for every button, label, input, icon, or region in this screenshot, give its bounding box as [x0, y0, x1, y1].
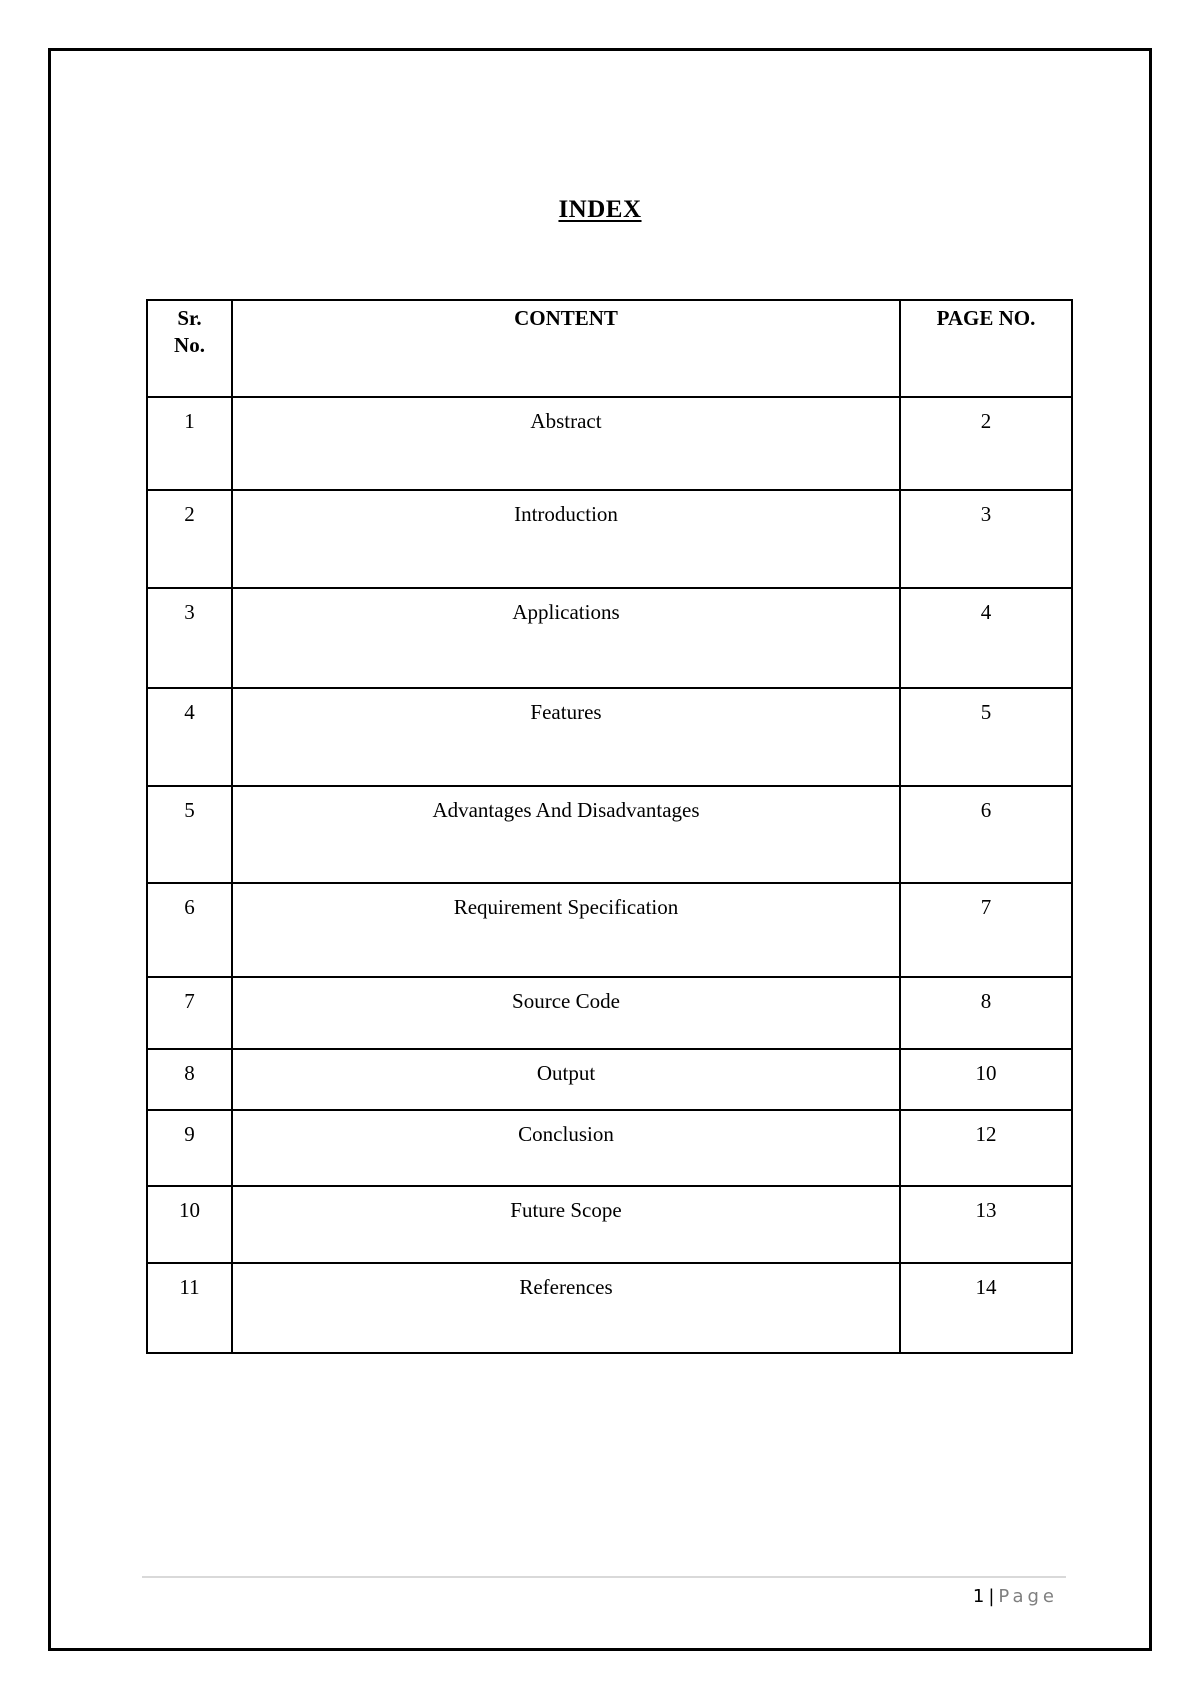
- table-header-row: [147, 300, 1072, 397]
- row-content: Requirement Specification: [232, 883, 900, 977]
- row-sr: 4: [147, 688, 232, 786]
- row-page: 13: [900, 1186, 1072, 1263]
- row-sr: 11: [147, 1263, 232, 1353]
- row-content: Applications: [232, 588, 900, 688]
- header-sr-no: Sr. No.: [147, 300, 232, 397]
- table-row: [147, 397, 1072, 490]
- page-number: 1: [972, 1586, 985, 1607]
- table-row: [147, 1263, 1072, 1353]
- row-page: 14: [900, 1263, 1072, 1353]
- row-sr: 3: [147, 588, 232, 688]
- row-sr: 9: [147, 1110, 232, 1186]
- footer-rule: [142, 1576, 1066, 1578]
- row-sr: 7: [147, 977, 232, 1049]
- page-label: Page: [998, 1586, 1058, 1607]
- row-page: 4: [900, 588, 1072, 688]
- row-content: References: [232, 1263, 900, 1353]
- row-content: Conclusion: [232, 1110, 900, 1186]
- index-table: [146, 299, 1073, 1354]
- table-row: [147, 883, 1072, 977]
- header-content: CONTENT: [232, 300, 900, 397]
- row-page: 6: [900, 786, 1072, 883]
- row-content: Advantages And Disadvantages: [232, 786, 900, 883]
- row-page: 12: [900, 1110, 1072, 1186]
- row-page: 10: [900, 1049, 1072, 1110]
- table-row: [147, 688, 1072, 786]
- page-title: INDEX: [558, 196, 642, 223]
- table-row: [147, 977, 1072, 1049]
- row-content: Introduction: [232, 490, 900, 588]
- row-content: Source Code: [232, 977, 900, 1049]
- table-row: [147, 1186, 1072, 1263]
- row-page: 3: [900, 490, 1072, 588]
- row-sr: 10: [147, 1186, 232, 1263]
- row-page: 5: [900, 688, 1072, 786]
- table-row: [147, 490, 1072, 588]
- row-sr: 2: [147, 490, 232, 588]
- table-row: [147, 588, 1072, 688]
- row-content: Output: [232, 1049, 900, 1110]
- row-content: Future Scope: [232, 1186, 900, 1263]
- header-page-no: PAGE NO.: [900, 300, 1072, 397]
- table-row: [147, 1110, 1072, 1186]
- row-sr: 8: [147, 1049, 232, 1110]
- footer-separator: |: [988, 1586, 995, 1607]
- row-sr: 1: [147, 397, 232, 490]
- table-row: [147, 786, 1072, 883]
- row-sr: 6: [147, 883, 232, 977]
- row-content: Features: [232, 688, 900, 786]
- row-sr: 5: [147, 786, 232, 883]
- row-page: 8: [900, 977, 1072, 1049]
- page-footer: [973, 1586, 1058, 1607]
- row-page: 7: [900, 883, 1072, 977]
- row-page: 2: [900, 397, 1072, 490]
- row-content: Abstract: [232, 397, 900, 490]
- table-row: [147, 1049, 1072, 1110]
